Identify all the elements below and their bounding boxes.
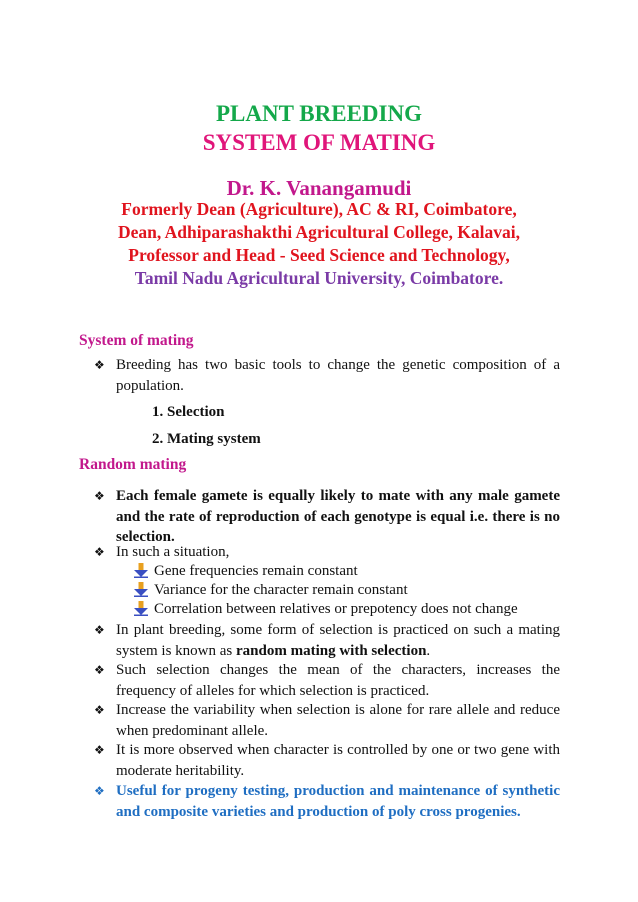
- bullet-item: [96, 542, 560, 563]
- bullet-text: Each female gamete is equally likely to mate with any male gamete and the rate of reproduction of each genotype is equal i.e. there is no selection.: [116, 488, 560, 545]
- bullet-text: Increase the variability when selection is alone for rare allele and reduce when predominant allele.: [116, 702, 560, 739]
- diamond-bullet-icon: ❖: [94, 489, 105, 503]
- down-arrow-bullet-icon: [134, 601, 148, 616]
- bullet-text: It is more observed when character is controlled by one or two gene with moderate heritability.: [116, 742, 560, 779]
- affiliation-line-4: Tamil Nadu Agricultural University, Coimbatore.: [134, 268, 504, 288]
- affiliation-line-3: Professor and Head - Seed Science and Technology,: [128, 245, 510, 265]
- bullet-text: Useful for progeny testing, production and maintenance of synthetic and composite varieties and production of poly cross progenies.: [116, 783, 560, 820]
- diamond-bullet-icon: ❖: [94, 358, 105, 372]
- affiliation-line-2: Dean, Adhiparashakthi Agricultural College, Kalavai,: [117, 222, 521, 242]
- bullet-text-part: .: [426, 642, 431, 659]
- title-line-1: PLANT BREEDING: [216, 101, 422, 126]
- diamond-bullet-icon: ❖: [94, 663, 105, 677]
- bullet-item: [96, 355, 560, 396]
- bullet-text: Breeding has two basic tools to change the genetic composition of a population.: [116, 357, 560, 394]
- bullet-item: [96, 700, 560, 741]
- title-line-2: SYSTEM OF MATING: [202, 130, 436, 155]
- section-heading-random-mating: Random mating: [79, 456, 187, 473]
- list-item-selection: 1. Selection: [152, 404, 225, 420]
- bullet-item: [96, 660, 560, 701]
- bold-phrase: random mating with selection: [236, 642, 427, 659]
- bullet-text: In such a situation,: [116, 544, 230, 560]
- bullet-text: [96, 620, 560, 661]
- bullet-item: [96, 740, 560, 781]
- diamond-bullet-icon: ❖: [94, 545, 105, 559]
- section-heading-system-of-mating: System of mating: [79, 332, 194, 349]
- bullet-text-part: In plant breeding, some form of selection is practiced on such a mating system is known as: [116, 622, 560, 659]
- down-arrow-bullet-icon: [134, 563, 148, 578]
- diamond-bullet-icon: ❖: [94, 784, 105, 798]
- bullet-item: [96, 486, 560, 548]
- down-arrow-bullet-icon: [134, 582, 148, 597]
- bullet-text: Such selection changes the mean of the characters, increases the frequency of alleles for which selection is practiced.: [116, 662, 560, 699]
- diamond-bullet-icon: ❖: [94, 703, 105, 717]
- sub-bullet-text: Variance for the character remain constant: [154, 582, 408, 598]
- bullet-item-highlighted: [96, 781, 560, 822]
- diamond-bullet-icon: ❖: [94, 623, 105, 637]
- diamond-bullet-icon: ❖: [94, 743, 105, 757]
- sub-bullet-text: Correlation between relatives or prepotency does not change: [154, 601, 518, 617]
- affiliation-line-1: Formerly Dean (Agriculture), AC & RI, Coimbatore,: [121, 199, 517, 219]
- bullet-item: [96, 620, 560, 661]
- list-item-mating-system: 2. Mating system: [152, 431, 261, 447]
- author-name: Dr. K. Vanangamudi: [226, 176, 412, 200]
- sub-bullet-text: Gene frequencies remain constant: [154, 563, 358, 579]
